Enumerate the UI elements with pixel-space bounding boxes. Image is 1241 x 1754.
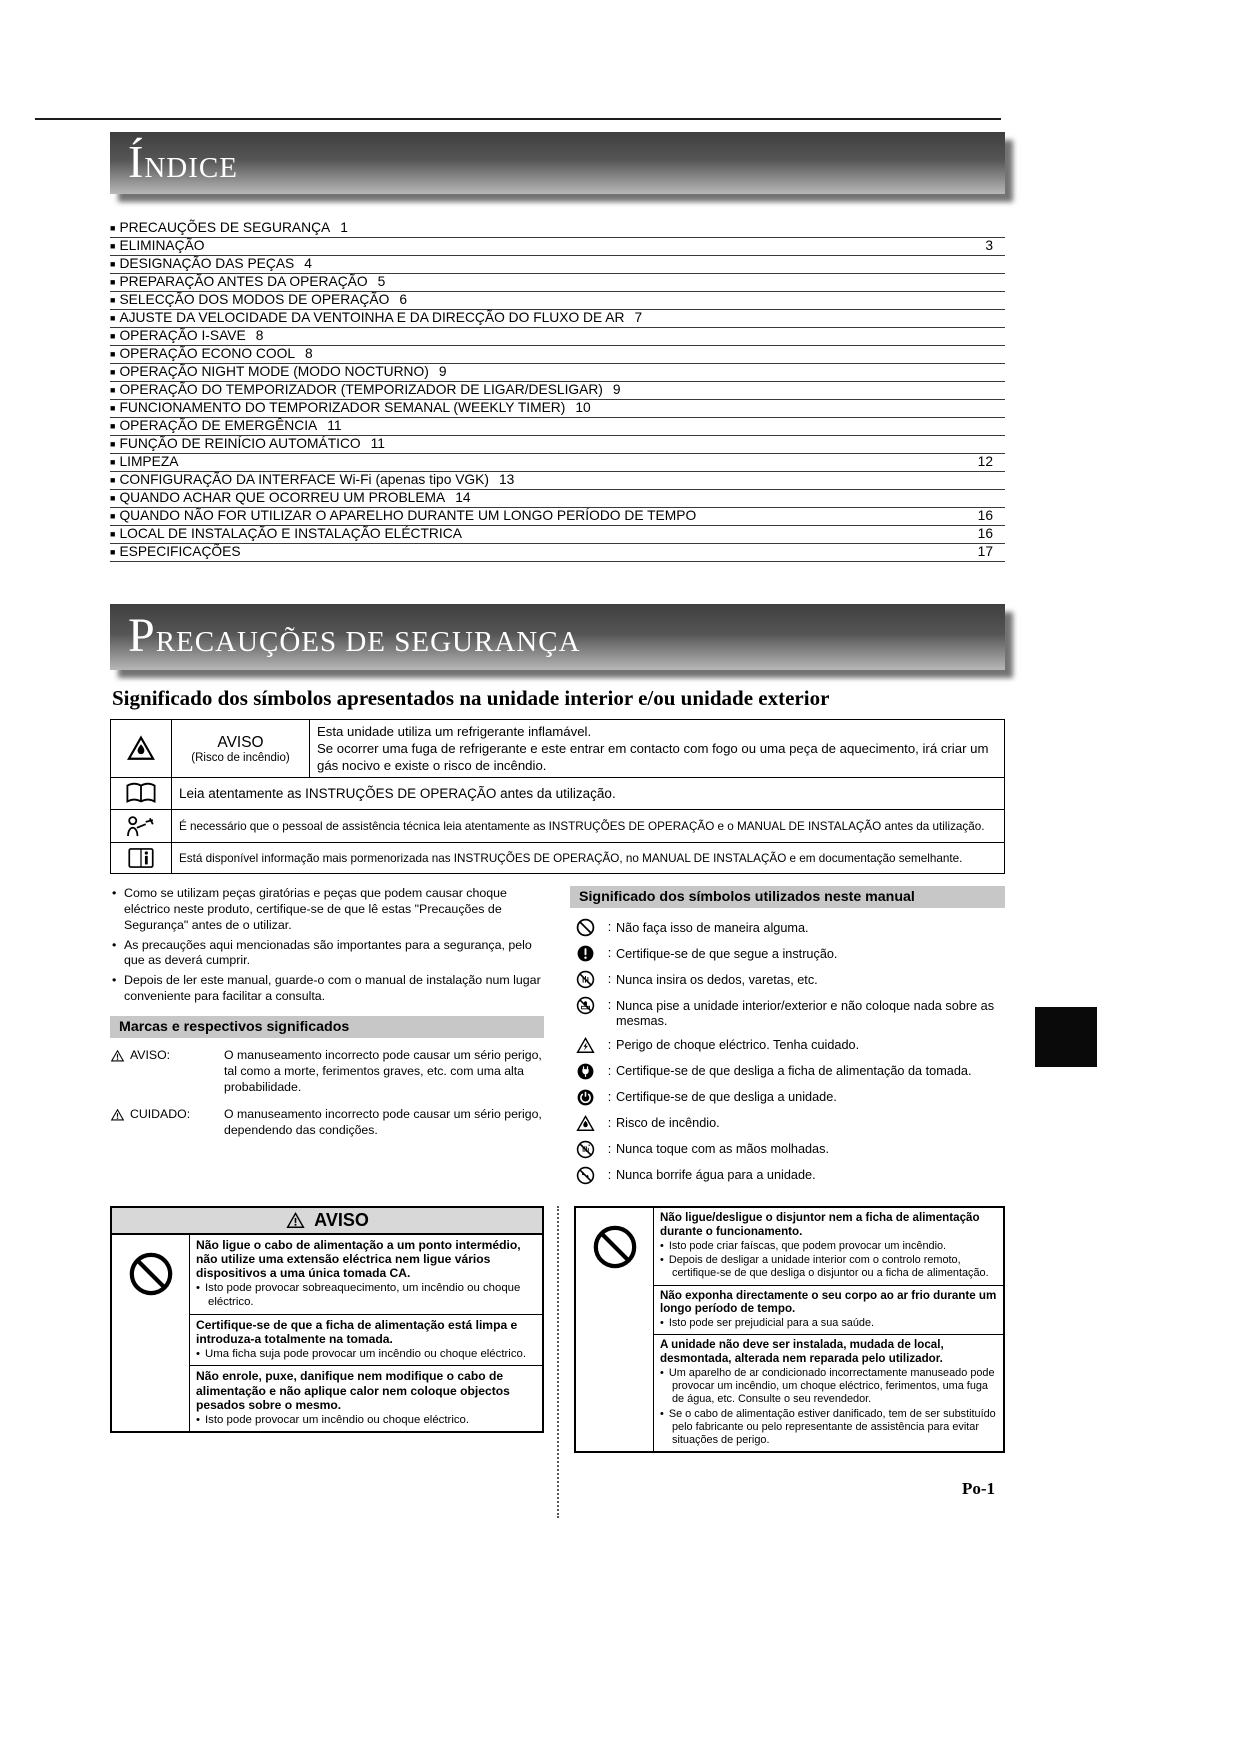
- toc-label: PRECAUÇÕES DE SEGURANÇA: [119, 220, 331, 235]
- warning-consequences: [196, 1414, 536, 1428]
- toc-page-number: 1: [340, 220, 348, 235]
- service-personnel-text: É necessário que o pessoal de assistência técnica leia atentamente as INSTRUÇÕES DE OPERAÇÃO e o MANUAL DE INSTALAÇÃO antes da utilização.: [172, 810, 1005, 843]
- toc-page-number: 9: [612, 382, 621, 397]
- warning-entry: [190, 1235, 542, 1315]
- index-banner: [110, 132, 1005, 194]
- warning-consequence: • Isto pode ser prejudicial para a sua saúde.: [660, 1317, 997, 1330]
- aviso-label: AVISO: [217, 733, 264, 751]
- aviso-entries: [190, 1235, 542, 1431]
- toc-page-number: 11: [370, 436, 385, 451]
- symbol-row: [570, 1062, 1005, 1082]
- toc-label: LOCAL DE INSTALAÇÃO E INSTALAÇÃO ELÉCTRICA: [119, 526, 462, 541]
- symbol-row: [570, 1166, 1005, 1186]
- warning-consequences: [196, 1282, 536, 1309]
- mark-term: [110, 1107, 224, 1139]
- symbol-meaning: Risco de incêndio.: [616, 1116, 720, 1131]
- symbol-meaning: Nunca insira os dedos, varetas, etc.: [616, 972, 818, 987]
- toc-item: [110, 544, 1005, 562]
- toc-label: FUNÇÃO DE REINÍCIO AUTOMÁTICO: [119, 436, 361, 451]
- warning-consequences: [660, 1240, 997, 1281]
- symbol-row: [570, 996, 1005, 1029]
- read-instructions-text: Leia atentamente as INSTRUÇÕES DE OPERAÇÃO antes da utilização.: [172, 778, 1005, 810]
- square-bullet-icon: ■: [110, 511, 116, 521]
- toc-item: [110, 346, 1005, 364]
- toc-page-number: 10: [575, 400, 591, 415]
- toc-page-number: 7: [634, 310, 643, 325]
- symbol-meaning: Certifique-se de que desliga a ficha de alimentação da tomada.: [616, 1064, 972, 1079]
- square-bullet-icon: ■: [110, 439, 116, 449]
- more-info-text: Está disponível informação mais pormenorizada nas INSTRUÇÕES DE OPERAÇÃO, no MANUAL DE INSTALAÇÃO e em documentação semelhante.: [172, 843, 1005, 874]
- refrigerant-warning-line1: Esta unidade utiliza um refrigerante inflamável.: [317, 724, 592, 739]
- warning-statement: Não ligue o cabo de alimentação a um ponto intermédio, não utilize uma extensão eléctrica nem ligue vários dispositivos a uma única tomada CA.: [196, 1237, 521, 1281]
- toc-page-number: 8: [255, 328, 264, 343]
- toc-label: OPERAÇÃO ECONO COOL: [119, 346, 295, 361]
- warning-consequence: • Um aparelho de ar condicionado incorrectamente manuseado pode provocar um incêndio, um choque eléctrico, ferimentos, uma fuga de água, etc. Consulte o seu revendedor.: [660, 1367, 997, 1406]
- warning-statement: A unidade não deve ser instalada, mudada de local, desmontada, alterada nem reparada pelo utilizador.: [660, 1338, 944, 1366]
- warning-consequence: • Se o cabo de alimentação estiver danificado, tem de ser substituído pelo fabricante ou pelo representante de assistência para evitar situações de perigo.: [660, 1408, 997, 1447]
- symbol-row: [570, 944, 1005, 964]
- toc-label: ELIMINAÇÃO: [119, 238, 205, 253]
- table-row: [111, 720, 1005, 778]
- symbols-list: [570, 918, 1005, 1185]
- square-bullet-icon: ■: [110, 403, 116, 413]
- no-fingers-icon: [576, 970, 596, 990]
- toc-label: DESIGNAÇÃO DAS PEÇAS: [119, 256, 295, 271]
- colon-separator: :: [607, 1037, 612, 1052]
- warning-entry: [654, 1335, 1003, 1451]
- refrigerant-warning-line2: Se ocorrer uma fuga de refrigerante e este entrar em contacto com fogo ou uma peça de aquecimento, irá criar um gás nocivo e existe o risco de incêndio.: [317, 741, 989, 774]
- square-bullet-icon: ■: [110, 529, 116, 539]
- toc-page-number: 16: [977, 508, 993, 523]
- right-column: [570, 886, 1005, 1191]
- toc-label: QUANDO ACHAR QUE OCORREU UM PROBLEMA: [119, 490, 446, 505]
- open-book-icon: [124, 781, 158, 806]
- no-wet-hands-icon: [576, 1140, 596, 1160]
- prohibition-icon: [592, 1224, 638, 1270]
- warning-entry: [190, 1315, 542, 1367]
- toc-page-number: 14: [455, 490, 471, 505]
- toc-page-number: 13: [498, 472, 515, 487]
- warning-entry: [654, 1286, 1003, 1336]
- colon-separator: :: [607, 946, 612, 961]
- toc-label: AJUSTE DA VELOCIDADE DA VENTOINHA E DA DIRECÇÃO DO FLUXO DE AR: [119, 310, 625, 325]
- note-text: As precauções aqui mencionadas são importantes para a segurança, pelo que as deverá cumprir.: [124, 937, 532, 968]
- toc-label: LIMPEZA: [119, 454, 179, 469]
- symbol-row: [570, 1088, 1005, 1108]
- precautions-columns: [110, 886, 1005, 1191]
- warning-consequence: • Uma ficha suja pode provocar um incêndio ou choque eléctrico.: [196, 1348, 536, 1362]
- symbol-row: [570, 1114, 1005, 1134]
- aviso-header: [110, 1206, 544, 1235]
- toc-page-number: 8: [305, 346, 313, 361]
- left-column: [110, 886, 544, 1191]
- precautions-title-rest: RECAUÇÕES DE SEGURANÇA: [155, 626, 581, 658]
- colon-separator: :: [607, 998, 612, 1013]
- mark-definition-row: [110, 1048, 544, 1096]
- unit-symbols-table: [110, 719, 1005, 874]
- symbol-row: [570, 970, 1005, 990]
- square-bullet-icon: ■: [110, 493, 116, 503]
- warning-consequence: • Depois de desligar a unidade interior com o controlo remoto, certifique-se de que desliga o disjuntor ou a ficha de alimentação.: [660, 1254, 997, 1280]
- symbol-row: [570, 1140, 1005, 1160]
- prohibition-icon: [128, 1251, 174, 1297]
- toc-label: CONFIGURAÇÃO DA INTERFACE Wi-Fi (apenas tipo VGK): [119, 472, 489, 487]
- toc-item: [110, 472, 1005, 490]
- page-number: Po-1: [962, 1479, 996, 1498]
- toc-label: OPERAÇÃO DO TEMPORIZADOR (TEMPORIZADOR DE LIGAR/DESLIGAR): [119, 382, 603, 397]
- colon-separator: :: [607, 1063, 612, 1078]
- aviso-warning-box: [110, 1206, 544, 1453]
- warning-statement: Não exponha directamente o seu corpo ao ar frio durante um longo período de tempo.: [660, 1288, 997, 1316]
- manual-info-icon: [125, 846, 157, 870]
- square-bullet-icon: ■: [110, 367, 116, 377]
- mandatory-icon: [576, 944, 596, 964]
- no-step-icon: [576, 996, 596, 1016]
- warning-box-right-body: [574, 1206, 1005, 1453]
- toc-label: OPERAÇÃO I-SAVE: [119, 328, 246, 343]
- index-title-rest: NDICE: [144, 152, 238, 184]
- square-bullet-icon: ■: [110, 331, 116, 341]
- colon-separator: :: [607, 1141, 612, 1156]
- note-item: [110, 886, 544, 933]
- toc-item: [110, 220, 1005, 238]
- colon-separator: :: [607, 1089, 612, 1104]
- warning-entry: [654, 1208, 1003, 1286]
- symbol-meaning: Não faça isso de maneira alguma.: [616, 920, 809, 935]
- mark-definition-row: [110, 1107, 544, 1139]
- square-bullet-icon: ■: [110, 385, 116, 395]
- colon-separator: :: [607, 972, 612, 987]
- square-bullet-icon: ■: [110, 475, 116, 485]
- symbols-section-title: Significado dos símbolos apresentados na unidade interior e/ou unidade exterior: [112, 686, 830, 710]
- toc-label: QUANDO NÃO FOR UTILIZAR O APARELHO DURANTE UM LONGO PERÍODO DE TEMPO: [119, 508, 697, 523]
- mark-term: [110, 1048, 224, 1096]
- warning-consequence: • Isto pode provocar um incêndio ou choque eléctrico.: [196, 1414, 536, 1428]
- aviso-box-body: [110, 1235, 544, 1433]
- toc-label: PREPARAÇÃO ANTES DA OPERAÇÃO: [119, 274, 368, 289]
- toc-item: [110, 310, 1005, 328]
- colon-separator: :: [607, 920, 612, 935]
- warning-entry: [190, 1366, 542, 1431]
- toc-page-number: 6: [399, 292, 407, 307]
- square-bullet-icon: ■: [110, 349, 116, 359]
- warning-box-right: [574, 1206, 1005, 1453]
- toc-item: [110, 382, 1005, 400]
- toc-item: [110, 436, 1005, 454]
- toc-item: [110, 238, 1005, 256]
- note-item: [110, 973, 544, 1005]
- mark-definition: O manuseamento incorrecto pode causar um sério perigo, dependendo das condições.: [224, 1106, 542, 1137]
- toc-page-number: 12: [977, 454, 993, 469]
- toc-item: [110, 274, 1005, 292]
- toc-item: [110, 526, 1005, 544]
- page-content: [110, 132, 1005, 1453]
- warning-consequences: [660, 1317, 997, 1330]
- toc-page-number: 11: [327, 418, 342, 433]
- square-bullet-icon: ■: [110, 457, 116, 467]
- fire-warning-triangle-icon: [576, 1114, 596, 1134]
- toc-label: FUNCIONAMENTO DO TEMPORIZADOR SEMANAL (WEEKLY TIMER): [119, 400, 566, 415]
- intro-notes: [110, 886, 544, 1004]
- mark-term-label: AVISO:: [130, 1047, 171, 1062]
- toc-label: ESPECIFICAÇÕES: [119, 544, 241, 559]
- toc-item: [110, 508, 1005, 526]
- square-bullet-icon: ■: [110, 547, 116, 557]
- table-row: [111, 778, 1005, 810]
- toc-item: [110, 490, 1005, 508]
- toc-label: OPERAÇÃO DE EMERGÊNCIA: [119, 418, 318, 433]
- square-bullet-icon: ■: [110, 295, 116, 305]
- toc-page-number: 5: [377, 274, 386, 289]
- toc-page-number: 17: [977, 544, 993, 559]
- electric-warning-icon: [576, 1036, 596, 1056]
- table-row: [111, 810, 1005, 843]
- toc-item: [110, 328, 1005, 346]
- table-row: [111, 843, 1005, 874]
- symbol-meaning: Nunca toque com as mãos molhadas.: [616, 1142, 829, 1157]
- toc-page-number: 16: [977, 526, 993, 541]
- section-tab-marker: [1035, 1007, 1097, 1067]
- warning-section: [110, 1206, 1005, 1453]
- colon-separator: :: [607, 1167, 612, 1182]
- symbol-meaning: Nunca borrife água para a unidade.: [616, 1168, 816, 1183]
- top-rule: [35, 118, 1001, 120]
- unplug-icon: [576, 1062, 596, 1082]
- precautions-banner: [110, 604, 1005, 670]
- square-bullet-icon: ■: [110, 223, 116, 233]
- note-text: Como se utilizam peças giratórias e peças que podem causar choque eléctrico neste produto, certifique-se de que lê estas "Precauções de Segurança" antes de o utilizar.: [124, 886, 507, 932]
- no-water-icon: [576, 1166, 596, 1186]
- mark-definition: O manuseamento incorrecto pode causar um sério perigo, tal como a morte, ferimentos graves, etc. com uma alta probabilidade.: [224, 1047, 542, 1094]
- warning-right-entries: [654, 1208, 1003, 1451]
- toc-item: [110, 454, 1005, 472]
- square-bullet-icon: ■: [110, 277, 116, 287]
- fire-warning-triangle-icon: [125, 734, 157, 763]
- marks-list: [110, 1048, 544, 1139]
- symbol-row: [570, 1036, 1005, 1056]
- aviso-header-label: AVISO: [314, 1209, 369, 1230]
- colon-separator: :: [607, 1115, 612, 1130]
- warning-consequences: [196, 1348, 536, 1362]
- warning-consequences: [660, 1367, 997, 1447]
- warning-triangle-icon: [110, 1108, 125, 1122]
- toc-page-number: 4: [304, 256, 312, 271]
- square-bullet-icon: ■: [110, 241, 116, 251]
- marks-section-header: Marcas e respectivos significados: [110, 1016, 544, 1038]
- toc-label: SELECÇÃO DOS MODOS DE OPERAÇÃO: [119, 292, 390, 307]
- symbol-meaning: Nunca pise a unidade interior/exterior e não coloque nada sobre as mesmas.: [616, 998, 995, 1029]
- warning-statement: Certifique-se de que a ficha de alimentação está limpa e introduza-a totalmente na tomada.: [196, 1317, 518, 1346]
- dotted-divider: [557, 1206, 559, 1518]
- toc-page-number: 3: [985, 238, 993, 253]
- warning-consequence: • Isto pode criar faíscas, que podem provocar um incêndio.: [660, 1240, 997, 1253]
- toc-label: OPERAÇÃO NIGHT MODE (MODO NOCTURNO): [119, 364, 429, 379]
- bullet-dot: •: [112, 973, 117, 988]
- square-bullet-icon: ■: [110, 421, 116, 431]
- index-title-initial: Í: [128, 136, 145, 187]
- prohibition-column: [576, 1208, 654, 1451]
- warning-statement: Não ligue/desligue o disjuntor nem a ficha de alimentação durante o funcionamento.: [660, 1210, 980, 1238]
- square-bullet-icon: ■: [110, 259, 116, 269]
- precautions-title-initial: P: [128, 609, 156, 662]
- note-item: [110, 938, 544, 970]
- toc-page-number: 9: [438, 364, 447, 379]
- bullet-dot: •: [112, 937, 117, 952]
- prohibition-icon: [576, 918, 596, 938]
- bullet-dot: •: [112, 886, 117, 901]
- toc-item: [110, 256, 1005, 274]
- toc-item: [110, 364, 1005, 382]
- table-of-contents: [110, 220, 1005, 562]
- aviso-sublabel: (Risco de incêndio): [191, 751, 290, 764]
- warning-consequence: • Isto pode provocar sobreaquecimento, um incêndio ou choque eléctrico.: [196, 1282, 536, 1309]
- symbol-row: [570, 918, 1005, 938]
- power-off-icon: [576, 1088, 596, 1108]
- toc-item: [110, 418, 1005, 436]
- mark-term-label: CUIDADO:: [130, 1106, 191, 1121]
- service-person-icon: [118, 813, 164, 839]
- toc-item: [110, 292, 1005, 310]
- toc-item: [110, 400, 1005, 418]
- symbol-meaning: Certifique-se de que desliga a unidade.: [616, 1090, 837, 1105]
- symbol-meaning: Certifique-se de que segue a instrução.: [616, 946, 838, 961]
- warning-statement: Não enrole, puxe, danifique nem modifique o cabo de alimentação e não aplique calor nem coloque objectos pesados sobre o mesmo.: [196, 1369, 510, 1412]
- note-text: Depois de ler este manual, guarde-o com o manual de instalação num lugar conveniente para facilitar a consulta.: [124, 973, 541, 1003]
- symbols-section-header: Significado dos símbolos utilizados neste manual: [570, 886, 1005, 908]
- prohibition-column: [112, 1235, 190, 1431]
- warning-triangle-icon: [110, 1049, 125, 1063]
- warning-triangle-icon: [285, 1211, 306, 1230]
- square-bullet-icon: ■: [110, 313, 116, 323]
- symbol-meaning: Perigo de choque eléctrico. Tenha cuidado.: [616, 1038, 860, 1053]
